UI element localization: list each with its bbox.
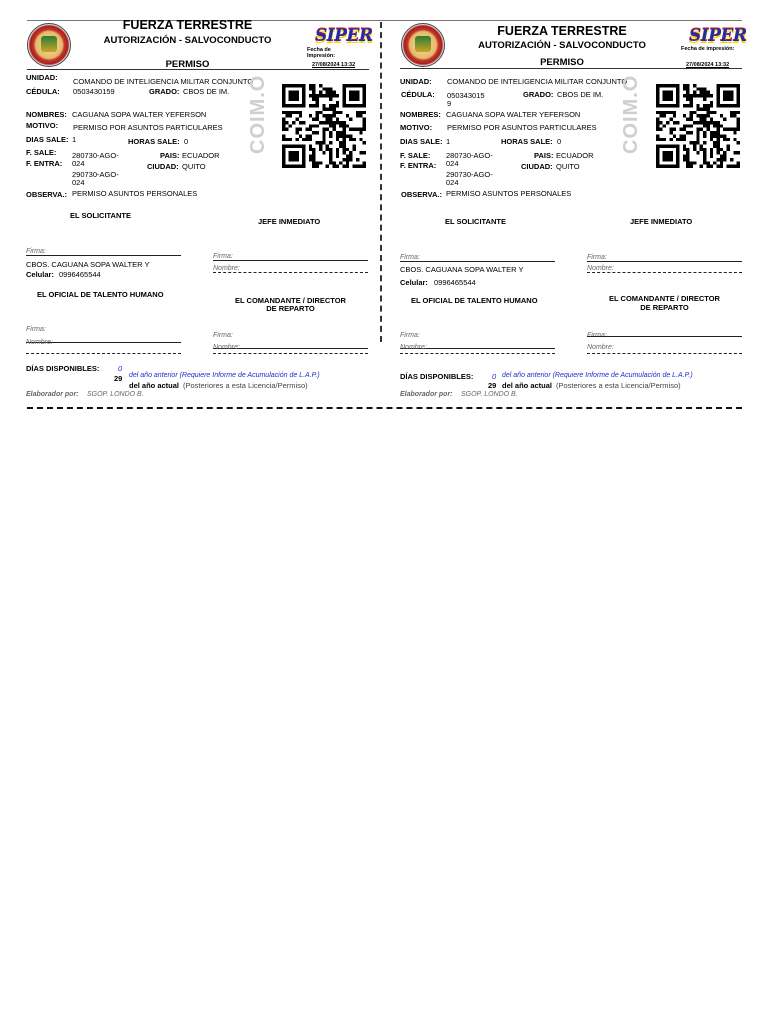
comandante-heading-2: DE REPARTO bbox=[640, 303, 689, 312]
elaborado-value: SGOP. LONDO B. bbox=[461, 391, 518, 398]
name-line bbox=[587, 272, 742, 273]
name-line bbox=[213, 272, 368, 273]
qr-code-icon bbox=[280, 84, 368, 168]
f-sale-label: F. SALE: bbox=[26, 148, 57, 157]
dias-actual-value: 29 bbox=[488, 381, 497, 390]
anio-actual-label: del año actual bbox=[129, 381, 180, 390]
ciudad-label: CIUDAD: bbox=[147, 162, 179, 171]
nombres-value: CAGUANA SOPA WALTER YEFERSON bbox=[72, 110, 207, 119]
header-rule bbox=[27, 69, 369, 70]
bottom-cut-line bbox=[27, 407, 742, 409]
firma-label: Firma: bbox=[587, 254, 607, 261]
observa-value: PERMISO ASUNTOS PERSONALES bbox=[72, 189, 198, 198]
f-sale-value-a: 280730-AGO- bbox=[446, 151, 493, 160]
dias-sale-value: 1 bbox=[72, 135, 77, 144]
firma-label: Firma: bbox=[213, 332, 233, 339]
elaborado-label: Elaborador por: bbox=[26, 391, 79, 398]
jefe-heading: JEFE INMEDIATO bbox=[258, 217, 321, 226]
dias-anterior-value: 0 bbox=[118, 364, 123, 373]
dias-sale-value: 1 bbox=[446, 137, 451, 146]
horas-sale-label: HORAS SALE: bbox=[501, 137, 553, 146]
celular-label: Celular: bbox=[400, 278, 428, 287]
firma-label: Firma: bbox=[400, 332, 420, 339]
solicitante-name: CBOS. CAGUANA SOPA WALTER Y bbox=[400, 265, 524, 274]
unidad-value: COMANDO DE INTELIGENCIA MILITAR CONJUNTO bbox=[447, 77, 628, 86]
print-label: Fecha de impresión: bbox=[681, 46, 735, 52]
grado-value: CBOS DE IM. bbox=[183, 87, 230, 96]
anio-actual-label: del año actual bbox=[502, 381, 553, 390]
f-sale-value-b: 024 bbox=[446, 159, 459, 168]
dias-anterior-value: 0 bbox=[492, 372, 497, 381]
nombre-label: Nombre: bbox=[587, 265, 614, 272]
print-date: 27/08/2024 13:32 bbox=[312, 62, 356, 68]
dias-disponibles-label: DÍAS DISPONIBLES: bbox=[400, 372, 474, 381]
unidad-label: UNIDAD: bbox=[400, 77, 432, 86]
cedula-value-a: 050343015 bbox=[447, 91, 485, 100]
jefe-heading: JEFE INMEDIATO bbox=[630, 217, 693, 226]
firma-label: Firma: bbox=[26, 326, 46, 333]
nombres-value: CAGUANA SOPA WALTER YEFERSON bbox=[446, 110, 581, 119]
nombre-label: Nombre: bbox=[587, 344, 614, 351]
doc-title: AUTORIZACIÓN - SALVOCONDUCTO bbox=[478, 40, 646, 51]
f-entra-label: F. ENTRA: bbox=[26, 159, 63, 168]
horas-sale-value: 0 bbox=[184, 137, 189, 146]
name-line bbox=[400, 353, 555, 354]
cedula-value-b: 9 bbox=[447, 99, 452, 108]
cedula-label: CÉDULA: bbox=[401, 90, 435, 99]
dias-disponibles-label: DÍAS DISPONIBLES: bbox=[26, 364, 100, 373]
nombre-label: Nombre: bbox=[213, 265, 240, 272]
f-entra-value-b: 024 bbox=[446, 178, 459, 187]
pais-label: PAIS: bbox=[534, 151, 554, 160]
doc-type: PERMISO bbox=[165, 59, 210, 70]
siper-logo: SIPER bbox=[689, 26, 747, 46]
f-sale-value-b: 024 bbox=[72, 159, 85, 168]
org-title: FUERZA TERRESTRE bbox=[497, 24, 627, 38]
siper-logo: SIPER bbox=[315, 26, 373, 46]
nombre-label: Nombre: bbox=[26, 339, 53, 346]
ciudad-label: CIUDAD: bbox=[521, 162, 553, 171]
solicitante-heading: EL SOLICITANTE bbox=[70, 211, 131, 220]
dias-sale-label: DIAS SALE: bbox=[26, 135, 69, 144]
pais-value: ECUADOR bbox=[182, 151, 220, 160]
posteriores-note: (Posteriores a esta Licencia/Permiso) bbox=[183, 381, 308, 390]
dias-sale-label: DIAS SALE: bbox=[400, 137, 443, 146]
comandante-heading: EL COMANDANTE / DIRECTOR bbox=[235, 296, 346, 305]
f-sale-value-a: 280730-AGO- bbox=[72, 151, 119, 160]
name-line bbox=[587, 353, 742, 354]
observa-label: OBSERVA.: bbox=[401, 190, 442, 199]
name-line bbox=[26, 353, 181, 354]
oficial-heading: EL OFICIAL DE TALENTO HUMANO bbox=[411, 296, 538, 305]
f-entra-value-a: 290730-AGO- bbox=[72, 170, 119, 179]
anio-anterior-note: del año anterior (Requiere Informe de Acumulación de L.A.P.) bbox=[129, 372, 320, 379]
motivo-value: PERMISO POR ASUNTOS PARTICULARES bbox=[73, 123, 223, 132]
org-title: FUERZA TERRESTRE bbox=[122, 18, 253, 32]
print-label: Fecha de Impresión: bbox=[307, 47, 336, 59]
unidad-value: COMANDO DE INTELIGENCIA MILITAR CONJUNTO bbox=[73, 77, 254, 86]
signature-line bbox=[587, 336, 742, 337]
f-entra-label: F. ENTRA: bbox=[400, 161, 437, 170]
celular-value: 0996465544 bbox=[59, 270, 101, 279]
anio-anterior-note: del año anterior (Requiere Informe de Acumulación de L.A.P.) bbox=[502, 372, 693, 379]
army-seal-icon bbox=[401, 23, 445, 67]
grado-value: CBOS DE IM. bbox=[557, 90, 604, 99]
cut-separator bbox=[380, 22, 382, 342]
watermark: COIM.O bbox=[620, 74, 642, 154]
watermark: COIM.O bbox=[247, 74, 269, 154]
print-date: 27/08/2024 13:32 bbox=[686, 62, 730, 68]
posteriores-note: (Posteriores a esta Licencia/Permiso) bbox=[556, 381, 681, 390]
grado-label: GRADO: bbox=[149, 87, 180, 96]
doc-type: PERMISO bbox=[540, 57, 584, 68]
firma-label: Firma: bbox=[400, 254, 420, 261]
oficial-heading: EL OFICIAL DE TALENTO HUMANO bbox=[37, 290, 164, 299]
elaborado-label: Elaborador por: bbox=[400, 391, 453, 398]
header-rule bbox=[400, 68, 742, 69]
nombres-label: NOMBRES: bbox=[26, 110, 67, 119]
unidad-label: UNIDAD: bbox=[26, 73, 58, 82]
comandante-heading-2: DE REPARTO bbox=[266, 304, 315, 313]
cedula-value: 0503430159 bbox=[73, 87, 115, 96]
elaborado-value: SGOP. LONDO B. bbox=[87, 391, 144, 398]
cedula-label: CÉDULA: bbox=[26, 87, 60, 96]
firma-label: Firma: bbox=[213, 253, 233, 260]
solicitante-name: CBOS. CAGUANA SOPA WALTER Y bbox=[26, 260, 150, 269]
motivo-label: MOTIVO: bbox=[400, 123, 433, 132]
horas-sale-label: HORAS SALE: bbox=[128, 137, 180, 146]
comandante-heading: EL COMANDANTE / DIRECTOR bbox=[609, 294, 720, 303]
celular-value: 0996465544 bbox=[434, 278, 476, 287]
solicitante-heading: EL SOLICITANTE bbox=[445, 217, 506, 226]
nombres-label: NOMBRES: bbox=[400, 110, 441, 119]
celular-label: Celular: bbox=[26, 270, 54, 279]
nombre-label: Nombre: bbox=[213, 344, 240, 351]
motivo-label: MOTIVO: bbox=[26, 121, 59, 130]
signature-line bbox=[213, 260, 368, 261]
ciudad-value: QUITO bbox=[556, 162, 580, 171]
observa-value: PERMISO ASUNTOS PERSONALES bbox=[446, 189, 572, 198]
signature-line bbox=[26, 255, 181, 256]
firma-label: Firma: bbox=[587, 332, 607, 339]
f-entra-value-a: 290730-AGO- bbox=[446, 170, 493, 179]
doc-title: AUTORIZACIÓN - SALVOCONDUCTO bbox=[103, 35, 272, 46]
pais-label: PAIS: bbox=[160, 151, 180, 160]
signature-line bbox=[587, 261, 742, 262]
name-line bbox=[213, 353, 368, 354]
signature-line bbox=[400, 261, 555, 262]
f-sale-label: F. SALE: bbox=[400, 151, 431, 160]
horas-sale-value: 0 bbox=[557, 137, 562, 146]
qr-code-icon bbox=[654, 84, 742, 168]
pais-value: ECUADOR bbox=[556, 151, 594, 160]
dias-actual-value: 29 bbox=[114, 374, 123, 383]
observa-label: OBSERVA.: bbox=[26, 190, 67, 199]
motivo-value: PERMISO POR ASUNTOS PARTICULARES bbox=[447, 123, 597, 132]
f-entra-value-b: 024 bbox=[72, 178, 85, 187]
grado-label: GRADO: bbox=[523, 90, 554, 99]
army-seal-icon bbox=[27, 23, 71, 67]
ciudad-value: QUITO bbox=[182, 162, 206, 171]
nombre-label: Nombre: bbox=[400, 344, 427, 351]
firma-label: Firma: bbox=[26, 248, 46, 255]
